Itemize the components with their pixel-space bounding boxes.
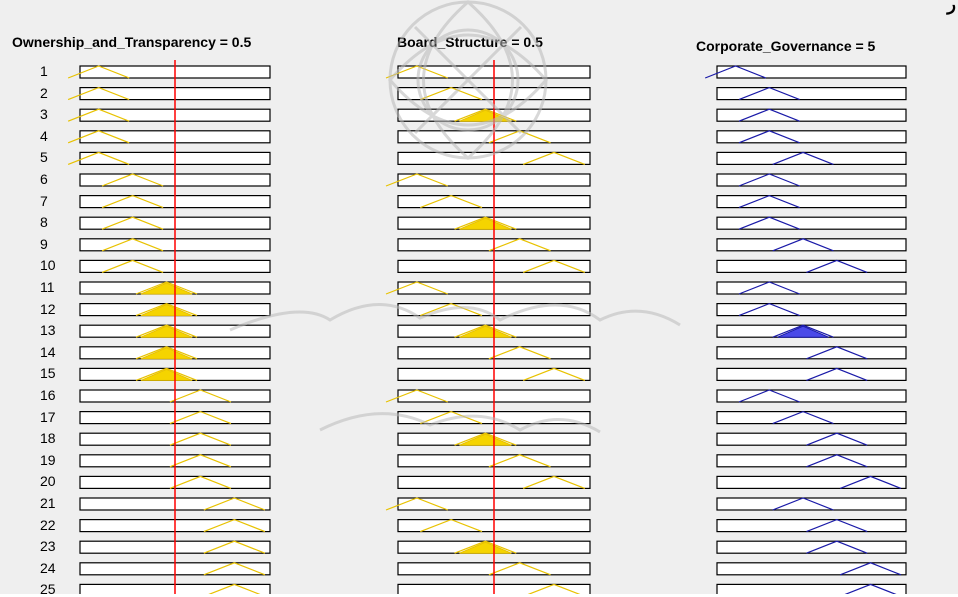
rule-number: 17: [40, 408, 56, 425]
rule-number: 21: [40, 495, 56, 511]
rule-number: 2: [40, 84, 48, 101]
corner-mark: ر: [947, 0, 956, 14]
rule-number: 10: [40, 257, 56, 274]
rule-number: 18: [40, 430, 56, 447]
governance-header: Corporate_Governance = 5: [696, 38, 876, 54]
rule-number: 19: [40, 451, 56, 468]
rule-number: 12: [40, 300, 56, 317]
rule-number: 9: [40, 235, 48, 252]
rule-number: 23: [40, 538, 56, 555]
rule-number: 7: [40, 192, 48, 209]
rule-number: 14: [40, 343, 56, 360]
rule-number: 15: [40, 365, 56, 382]
rule-number: 13: [40, 322, 56, 339]
rule-number: 22: [40, 516, 56, 533]
board-header: Board_Structure = 0.5: [397, 34, 543, 50]
rule-number: 20: [40, 473, 56, 490]
rule-number: 3: [40, 106, 48, 123]
rule-number: 25: [40, 581, 56, 597]
rule-number: 11: [40, 279, 55, 295]
rule-number: 1: [40, 63, 48, 79]
ownership-header: Ownership_and_Transparency = 0.5: [12, 34, 252, 50]
rule-number: 16: [40, 387, 56, 403]
rule-number: 8: [40, 214, 48, 231]
rule-number: 5: [40, 149, 48, 166]
rule-number: 6: [40, 171, 48, 187]
rule-number: 24: [40, 559, 56, 576]
rule-number: 4: [40, 127, 48, 144]
